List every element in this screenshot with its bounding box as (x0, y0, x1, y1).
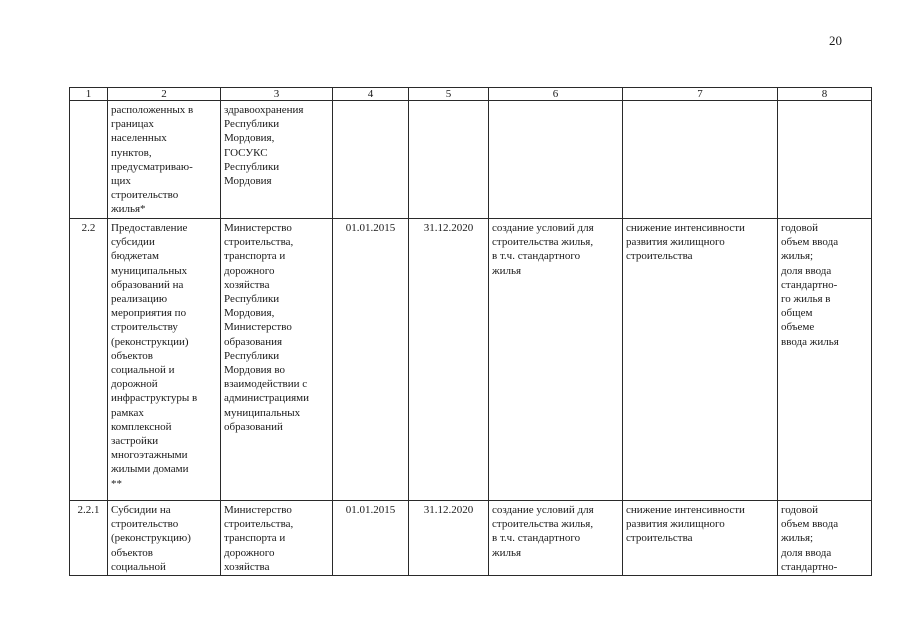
cell-text-line: рамках (111, 406, 144, 419)
cell-text-line: строительства, (224, 518, 294, 531)
cell-text-line: транспорта и (224, 532, 286, 545)
cell-text-line: муниципальных (111, 264, 188, 277)
expected-result-cell (489, 219, 623, 501)
cell-text-line: социальной (111, 560, 166, 573)
item-number-cell (70, 101, 108, 219)
cell-text-line: Министерство (224, 222, 292, 234)
column-number: 1 (70, 88, 108, 101)
cell-text-line: строительства, (224, 236, 294, 249)
cell-text-line: объеме (781, 321, 815, 334)
column-number: 6 (489, 88, 623, 101)
cell-text-line: строительства жилья, (492, 518, 594, 531)
cell-text-line: Республики (224, 160, 280, 173)
cell-text-line: хозяйства (224, 278, 270, 291)
cell-text-line: многоэтажными (111, 449, 188, 462)
cell-text-line: строительство (111, 518, 179, 531)
cell-text-line: образований (224, 420, 283, 433)
cell-text-line: Предоставление (111, 222, 188, 234)
cell-text-line: границах (111, 118, 154, 131)
consequence-cell (623, 101, 778, 219)
executor-cell (221, 501, 333, 576)
cell-text-line: стандартно- (781, 278, 838, 291)
cell-text-line: в т.ч. стандартного (492, 532, 581, 545)
item-number-cell: 2.2 (70, 219, 108, 501)
cell-text-line: образований на (111, 278, 184, 291)
cell-text-line: Министерство (224, 504, 292, 516)
cell-text-line: дорожного (224, 264, 275, 277)
cell-text-line: Республики (224, 349, 280, 362)
cell-text-line: пунктов, (111, 146, 152, 159)
indicator-cell (778, 101, 872, 219)
cell-text-line: взаимодействии с (224, 378, 308, 391)
column-number: 2 (108, 88, 221, 101)
cell-text-line: ввода жилья (781, 335, 839, 348)
cell-text-line: жилья (492, 264, 522, 277)
cell-text-line: Субсидии на (111, 504, 171, 516)
indicator-cell (778, 501, 872, 576)
cell-text-line: здравоохранения (224, 104, 304, 116)
column-number: 8 (778, 88, 872, 101)
cell-text-line: (реконструкции) (111, 335, 189, 348)
table-row (70, 501, 872, 576)
cell-text-line: застройки (111, 435, 159, 448)
cell-text-line: ** (111, 477, 122, 490)
cell-text-line: доля ввода (781, 546, 832, 559)
cell-text-line: Республики (224, 293, 280, 306)
column-number: 5 (409, 88, 489, 101)
page-number: 20 (829, 33, 842, 48)
cell-text-line: стандартно- (781, 560, 838, 573)
end-date-cell: 31.12.2020 (409, 501, 489, 576)
cell-text-line: доля ввода (781, 264, 832, 277)
cell-text-line: строительства жилья, (492, 236, 594, 249)
cell-text-line: реализацию (111, 293, 168, 306)
start-date-cell: 01.01.2015 (333, 219, 409, 501)
cell-text-line: создание условий для (492, 222, 594, 234)
cell-text-line: объем ввода (781, 236, 839, 249)
start-date-cell (333, 101, 409, 219)
cell-text-line: предусматриваю- (111, 160, 193, 173)
cell-text-line: Мордовия, (224, 132, 275, 145)
cell-text-line: бюджетам (111, 250, 159, 263)
cell-text-line: общем (781, 307, 813, 320)
cell-text-line: годовой (781, 222, 819, 234)
cell-text-line: снижение интенсивности (626, 222, 745, 234)
cell-text-line: строительству (111, 321, 178, 334)
cell-text-line: Республики (224, 118, 280, 131)
cell-text-line: Министерство (224, 321, 292, 334)
table-row (70, 101, 872, 219)
cell-text-line: муниципальных (224, 406, 301, 419)
column-number: 4 (333, 88, 409, 101)
cell-text-line: ГОСУКС (224, 146, 268, 159)
column-number: 7 (623, 88, 778, 101)
cell-text-line: Мордовия во (224, 364, 285, 377)
executor-cell (221, 101, 333, 219)
cell-text-line: хозяйства (224, 560, 270, 573)
cell-text-line: объем ввода (781, 518, 839, 531)
measure-name-cell (108, 219, 221, 501)
expected-result-cell (489, 101, 623, 219)
cell-text-line: в т.ч. стандартного (492, 250, 581, 263)
cell-text-line: жилья; (781, 532, 814, 545)
document-table (69, 87, 872, 576)
cell-text-line: снижение интенсивности (626, 504, 745, 516)
cell-text-line: Мордовия, (224, 307, 275, 320)
table-header-row (70, 88, 872, 101)
item-number-cell: 2.2.1 (70, 501, 108, 576)
cell-text-line: объектов (111, 546, 153, 559)
measure-name-cell (108, 101, 221, 219)
cell-text-line: социальной и (111, 364, 175, 377)
end-date-cell: 31.12.2020 (409, 219, 489, 501)
cell-text-line: щих (111, 175, 131, 188)
measure-name-cell (108, 501, 221, 576)
indicator-cell (778, 219, 872, 501)
cell-text-line: годовой (781, 504, 819, 516)
cell-text-line: развития жилищного (626, 236, 725, 249)
table-row (70, 219, 872, 501)
cell-text-line: развития жилищного (626, 518, 725, 531)
cell-text-line: населенных (111, 132, 167, 145)
cell-text-line: го жилья в (781, 293, 831, 306)
cell-text-line: расположенных в (111, 104, 194, 116)
consequence-cell (623, 501, 778, 576)
cell-text-line: (реконструкцию) (111, 532, 191, 545)
cell-text-line: объектов (111, 349, 153, 362)
cell-text-line: дорожной (111, 378, 158, 391)
cell-text-line: создание условий для (492, 504, 594, 516)
cell-text-line: образования (224, 335, 283, 348)
expected-result-cell (489, 501, 623, 576)
cell-text-line: инфраструктуры в (111, 392, 198, 405)
cell-text-line: субсидии (111, 236, 155, 249)
cell-text-line: строительство (111, 189, 179, 202)
cell-text-line: администрациями (224, 392, 309, 405)
cell-text-line: комплексной (111, 420, 172, 433)
cell-text-line: жилья* (111, 203, 146, 216)
cell-text-line: мероприятия по (111, 307, 187, 320)
cell-text-line: транспорта и (224, 250, 286, 263)
cell-text-line: строительства (626, 532, 693, 545)
cell-text-line: жилья (492, 546, 522, 559)
cell-text-line: жилья; (781, 250, 814, 263)
cell-text-line: Мордовия (224, 175, 272, 188)
start-date-cell: 01.01.2015 (333, 501, 409, 576)
executor-cell (221, 219, 333, 501)
cell-text-line: строительства (626, 250, 693, 263)
cell-text-line: дорожного (224, 546, 275, 559)
column-number: 3 (221, 88, 333, 101)
cell-text-line: жилыми домами (111, 463, 189, 476)
consequence-cell (623, 219, 778, 501)
end-date-cell (409, 101, 489, 219)
